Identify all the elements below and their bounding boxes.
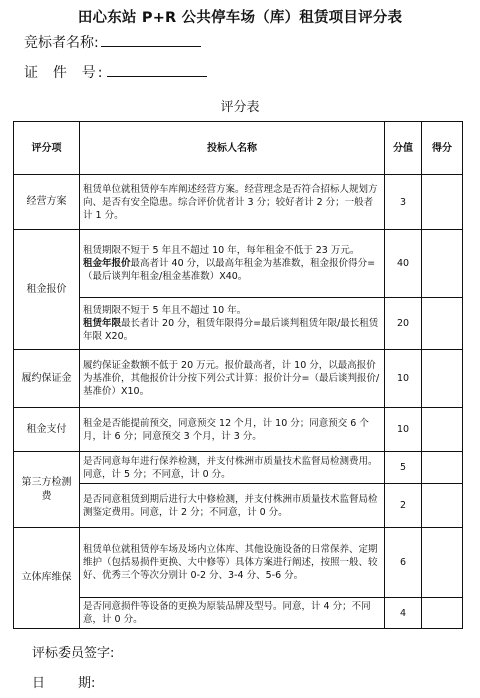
- row-score: 4: [385, 598, 422, 629]
- row-score: 10: [385, 408, 422, 452]
- table-row: [14, 350, 463, 408]
- row-points: [422, 598, 463, 629]
- row-criteria: 履约保证金数额不低于 20 万元。报价最高者，计 10 分，以最高报价为基准价，其他报价计分按下列公式计算：报价计分=（最后谈判报价/基准价）X10。: [80, 350, 385, 408]
- table-row: [14, 175, 463, 230]
- header-score: 分值: [385, 122, 422, 175]
- bidder-name-line: [101, 32, 201, 47]
- row-criteria: 是否同意每年进行保养检测，并支付株洲市质量技术监督局检测费用。同意，计 5 分；不同意，计 0 分。: [80, 452, 385, 484]
- table-row: [14, 408, 463, 452]
- header-item: 评分项: [14, 122, 80, 175]
- table-row: [14, 298, 463, 350]
- committee-signature: 评标委员签字:: [32, 646, 115, 661]
- table-row: [14, 452, 463, 484]
- header-row: [14, 122, 463, 175]
- table-row: [14, 528, 463, 598]
- table-row: [14, 484, 463, 528]
- row-criteria: 租赁期限不短于 5 年且不超过 10 年。 租赁年限最长者计 20 分，租赁年限得分=最后谈判租赁年限/最长租赁年限 X20。: [80, 298, 385, 350]
- table-title: 评分表: [220, 100, 260, 115]
- row-item: 立体库维保: [14, 528, 80, 629]
- row-score: 3: [385, 175, 422, 230]
- document-title: 田心东站 P+R 公共停车场（库）租赁项目评分表: [77, 10, 403, 26]
- bidder-name-field: [24, 32, 201, 52]
- row-item: 第三方检测费: [14, 452, 80, 528]
- table-row: [14, 598, 463, 629]
- certificate-number-field: [24, 62, 207, 82]
- row-criteria: 租赁单位就租赁停车场及场内立体库、其他设施设备的日常保养、定期维护（包括易损件更换、大中修等）具体方案进行阐述，按照一般、较好、优秀三个等次分别计 0-2 分、3-4 分、5-6 分。: [80, 528, 385, 598]
- row-points: [422, 230, 463, 298]
- row-score: 6: [385, 528, 422, 598]
- row-points: [422, 484, 463, 528]
- header-points: 得分: [422, 122, 463, 175]
- row-points: [422, 528, 463, 598]
- row-points: [422, 175, 463, 230]
- row-criteria: 是否同意损件等设备的更换为原装品牌及型号。同意，计 4 分；不同意，计 0 分。: [80, 598, 385, 629]
- row-item: 租金报价: [14, 230, 80, 350]
- row-item: 履约保证金: [14, 350, 80, 408]
- row-criteria: 租金是否能提前预交，同意预交 12 个月，计 10 分；同意预交 6 个月，计 6 分；同意预交 3 个月，计 3 分。: [80, 408, 385, 452]
- row-item: 租金支付: [14, 408, 80, 452]
- row-score: 2: [385, 484, 422, 528]
- header-bidder: 投标人名称: [80, 122, 385, 175]
- certificate-number-label: 证 件 号:: [24, 65, 105, 81]
- date-field: 日 期:: [32, 676, 96, 691]
- row-score: 20: [385, 298, 422, 350]
- row-score: 10: [385, 350, 422, 408]
- scoring-table: [13, 121, 463, 629]
- row-criteria: 租赁单位就租赁停车库阐述经营方案。经营理念是否符合招标人规划方向、是否有安全隐患。综合评价优者计 3 分；较好者计 2 分；一般者计 1 分。: [80, 175, 385, 230]
- row-points: [422, 298, 463, 350]
- row-score: 40: [385, 230, 422, 298]
- table-row: [14, 230, 463, 298]
- bidder-name-label: 竞标者名称:: [24, 35, 99, 51]
- row-score: 5: [385, 452, 422, 484]
- row-criteria: 是否同意租赁到期后进行大中修检测，并支付株洲市质量技术监督局检测鉴定费用。同意，计 2 分；不同意，计 0 分。: [80, 484, 385, 528]
- row-points: [422, 350, 463, 408]
- row-points: [422, 452, 463, 484]
- row-criteria: 租赁期限不短于 5 年且不超过 10 年，每年租金不低于 23 万元。 租金年报价最高者计 40 分，以最高年租金为基准数，租金报价得分=（最后谈判年租金/租金基准数）X40。: [80, 230, 385, 298]
- row-item: 经营方案: [14, 175, 80, 230]
- certificate-number-line: [107, 62, 207, 77]
- row-points: [422, 408, 463, 452]
